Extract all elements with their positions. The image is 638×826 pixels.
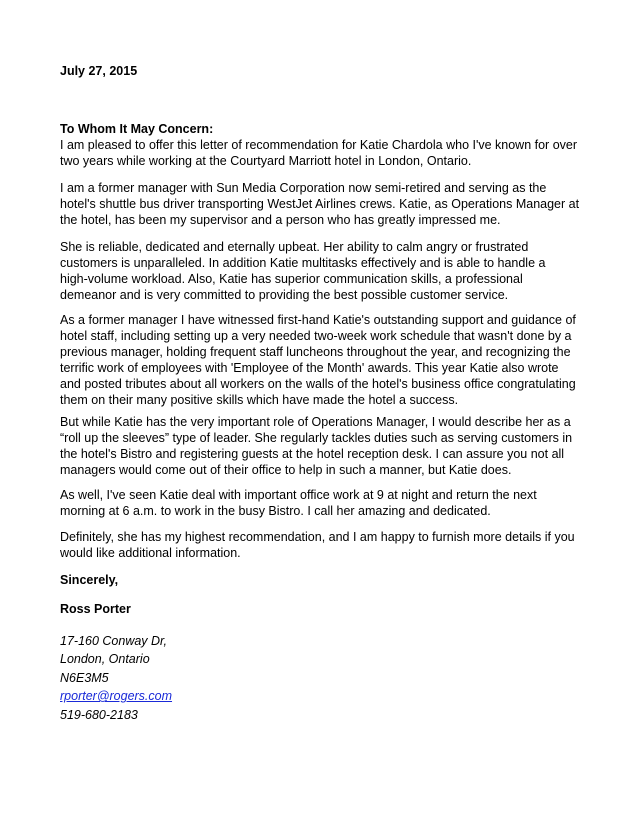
paragraph-recommendation — [60, 530, 588, 562]
paragraph-line: managers would come out of their office to help in such a manner, but Katie does. — [60, 462, 512, 477]
paragraph-line: would like additional information. — [60, 545, 241, 560]
signer-address — [60, 632, 172, 724]
closing: Sincerely, — [60, 573, 119, 587]
paragraph-line: demeanor and is very committed to providing the best possible customer service. — [60, 287, 509, 302]
address-postal-code: N6E3M5 — [60, 670, 109, 685]
paragraph-line: the hotel's Bistro and registering guests at the hotel reception desk. I can assure you not all — [60, 446, 565, 461]
paragraph-intro — [60, 138, 588, 170]
signer-name: Ross Porter — [60, 602, 131, 616]
paragraph-line: them on their many positive skills which have made the hotel a success. — [60, 392, 459, 407]
paragraph-line: previous manager, holding frequent staff luncheons throughout the year, and recognizing the — [60, 344, 571, 359]
paragraph-line: the hotel, has been my supervisor and a person who has greatly impressed me. — [60, 212, 501, 227]
paragraph-line: two years while working at the Courtyard Marriott hotel in London, Ontario. — [60, 153, 472, 168]
paragraph-line: She is reliable, dedicated and eternally upbeat. Her ability to calm angry or frustrated — [60, 240, 529, 254]
paragraph-dedication — [60, 488, 588, 520]
paragraph-line: terrific work of employees with 'Employee of the Month' awards. This year Katie also wrote — [60, 360, 559, 375]
address-phone: 519-680-2183 — [60, 707, 138, 722]
address-city: London, Ontario — [60, 652, 150, 667]
paragraph-line: hotel staff, including setting up a very needed two-week work schedule that wasn't done by a — [60, 328, 572, 343]
paragraph-line: morning at 6 a.m. to work in the busy Bistro. I call her amazing and dedicated. — [60, 503, 491, 518]
paragraph-line: I am pleased to offer this letter of recommendation for Katie Chardola who I've known for over — [60, 138, 578, 152]
address-street: 17-160 Conway Dr, — [60, 634, 168, 648]
email-link[interactable]: rporter@rogers.com — [60, 689, 173, 704]
paragraph-line: As a former manager I have witnessed first-hand Katie's outstanding support and guidance of — [60, 313, 576, 327]
paragraph-leadership — [60, 313, 588, 408]
paragraph-line: As well, I've seen Katie deal with important office work at 9 at night and return the next — [60, 488, 537, 502]
paragraph-line: hotel's shuttle bus driver transporting WestJet Airlines crews. Katie, as Operations Manager at — [60, 196, 580, 211]
letter-date: July 27, 2015 — [60, 64, 138, 78]
paragraph-line: “roll up the sleeves” type of leader. She regularly tackles duties such as serving customers in — [60, 430, 573, 445]
paragraph-line: But while Katie has the very important role of Operations Manager, I would describe her as a — [60, 415, 571, 429]
paragraph-line: high-volume workload. Also, Katie has superior communication skills, a professional — [60, 271, 523, 286]
paragraph-line: customers is unparalleled. In addition Katie multitasks effectively and is able to handle a — [60, 255, 546, 270]
salutation: To Whom It May Concern: — [60, 122, 214, 136]
paragraph-line: Definitely, she has my highest recommendation, and I am happy to furnish more details if you — [60, 530, 575, 544]
paragraph-qualities — [60, 240, 588, 304]
paragraph-background — [60, 181, 588, 229]
paragraph-line: and posted tributes about all workers on the walls of the hotel's business office congratulating — [60, 376, 576, 391]
paragraph-hands-on — [60, 415, 588, 479]
paragraph-line: I am a former manager with Sun Media Corporation now semi-retired and serving as the — [60, 181, 547, 195]
